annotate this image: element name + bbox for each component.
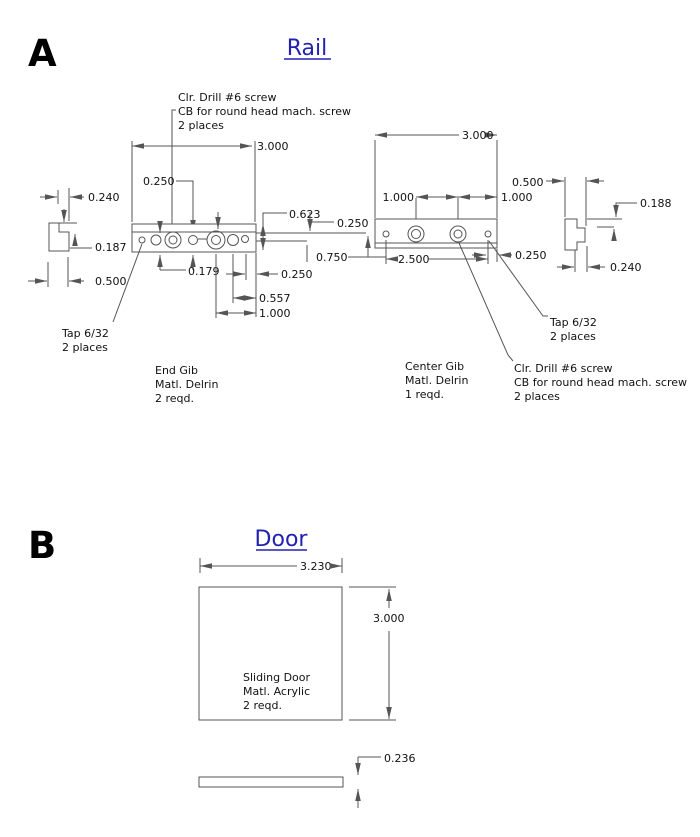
callout-line: 2 places <box>62 341 108 354</box>
end-gib-height-dim <box>263 208 321 250</box>
dim-door-height: 3.000 <box>373 612 405 625</box>
part-name: End Gib <box>155 364 198 377</box>
end-gib-front-view <box>132 212 256 252</box>
center-gib-profile-shape <box>565 219 585 250</box>
part-quantity: 1 reqd. <box>405 388 445 401</box>
dim-tongue-top: 0.250 <box>337 217 369 230</box>
dim-end-gib-height: 0.623 <box>289 208 321 221</box>
part-material: Matl. Delrin <box>155 378 219 391</box>
end-gib-part-label <box>155 364 218 405</box>
end-gib-hole-offset-dim <box>143 175 193 232</box>
rail-title-link[interactable]: Rail <box>286 36 328 61</box>
dim-end-gib-width: 3.000 <box>257 140 289 153</box>
dim-profile-width: 0.500 <box>95 275 127 288</box>
panel-a-label: A <box>28 32 57 75</box>
part-name: Sliding Door <box>243 671 311 684</box>
center-gib-body <box>375 219 497 248</box>
dim-hole-span: 2.500 <box>398 253 430 266</box>
callout-line: CB for round head mach. screw <box>514 376 688 389</box>
center-gib-front-view <box>375 219 497 248</box>
dim-profile-width: 0.500 <box>512 176 544 189</box>
end-gib-tongue <box>256 212 386 264</box>
end-gib-body <box>132 224 256 252</box>
center-gib-part-label <box>405 360 468 401</box>
dim-edge-hole3: 1.000 <box>259 307 291 320</box>
callout-line: Clr. Drill #6 screw <box>178 91 277 104</box>
callout-line: Tap 6/32 <box>62 327 109 340</box>
callout-line: CB for round head mach. screw <box>178 105 352 118</box>
dim-hole-pitch: 0.179 <box>188 265 220 278</box>
part-material: Matl. Delrin <box>405 374 469 387</box>
part-quantity: 2 reqd. <box>155 392 195 405</box>
door-height-dim <box>349 587 405 720</box>
end-gib-drill-callout <box>172 91 351 232</box>
end-gib-profile-shape <box>49 223 69 251</box>
callout-line: 2 places <box>550 330 596 343</box>
dim-door-thickness: 0.236 <box>384 752 416 765</box>
dim-profile-tab-offset: 0.188 <box>640 197 672 210</box>
part-quantity: 2 reqd. <box>243 699 283 712</box>
dim-edge-hole: 0.250 <box>515 249 547 262</box>
leader-line <box>172 110 176 232</box>
callout-line: Tap 6/32 <box>550 316 597 329</box>
dim-door-width: 3.230 <box>300 560 332 573</box>
callout-line: 2 places <box>178 119 224 132</box>
dim-pitch-right: 1.000 <box>501 191 533 204</box>
door-edge <box>199 777 343 787</box>
dim-end-gib-hole-offset: 0.250 <box>143 175 175 188</box>
door-edge-view <box>199 777 343 787</box>
door-front-view <box>199 587 342 720</box>
dim-profile-step-width: 0.240 <box>88 191 120 204</box>
dim-pitch-left: 1.000 <box>382 191 414 204</box>
dim-center-gib-width: 3.000 <box>462 129 494 142</box>
dim-edge-hole2: 0.557 <box>259 292 291 305</box>
end-gib-tap-callout <box>61 244 142 354</box>
dim-profile-step-depth: 0.187 <box>95 241 127 254</box>
part-material: Matl. Acrylic <box>243 685 311 698</box>
door-thickness-dim <box>358 752 416 808</box>
end-gib-bottom-dims <box>160 253 313 320</box>
dim-edge-hole1: 0.250 <box>281 268 313 281</box>
part-name: Center Gib <box>405 360 465 373</box>
panel-b-label: B <box>28 524 57 567</box>
callout-line: 2 places <box>514 390 560 403</box>
callout-line: Clr. Drill #6 screw <box>514 362 613 375</box>
dim-profile-tab-width: 0.240 <box>610 261 642 274</box>
door-width-dim <box>200 558 342 573</box>
door-title-link[interactable]: Door <box>254 527 308 552</box>
dim-tongue-bottom: 0.750 <box>316 251 348 264</box>
center-gib-width-dim <box>375 129 497 218</box>
end-gib-side-profile <box>28 188 127 288</box>
